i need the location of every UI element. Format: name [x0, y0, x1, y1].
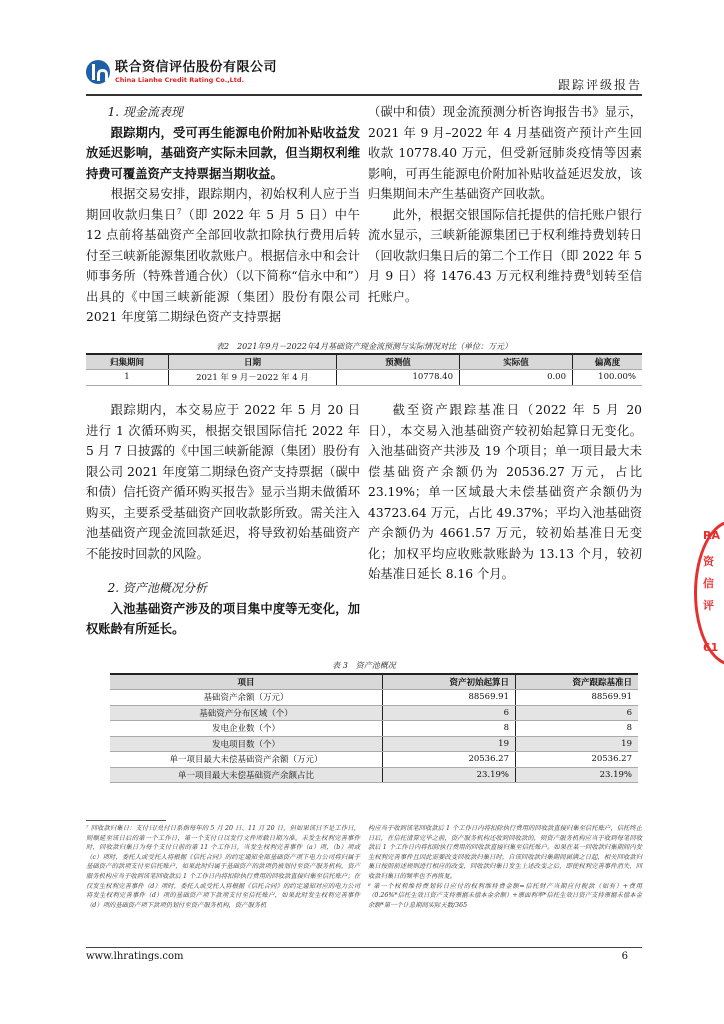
- footnote-7: ⁷ 回收款归集日：支付日/兑付日系指每年的 5 月 20 日、11 月 20 日，但如果该日不是工作日，则顺延至该日后的第一个工作日，第一个支付日以发行文件所载日期为准。未发生权利完善事件时，回收款归集日为每个支付日前的第 11 个工作日，当发生权利完善事件（a）项、（b）项或（c）项时，委托人或受托人将根据《信托合同》的约定通知全部基础资产项下电力公司将归属于基础资产的款项支付至信托账户，如果此时归属于基础资产的款项仍被划付至资产服务机构，资产服务机构应当于收到该笔回收款后 1 个工作日内将扣除执行费用的回收款直接归集至信托账户；在仅发生权利完善事件（d）项时，委托人或受托人将根据《信托合同》的约定通知对应的电力公司将发生权利完善事件（d）项的基础资产项下款项支付至信托账户，如果此时发生权利完善事件（d）项的基础资产项下款项仍划付至资产服务机构，资产服务机: [86, 825, 360, 909]
- section-1-title: 1. 现金流表现: [107, 105, 183, 119]
- paragraph: 跟踪期内，本交易应于 2022 年 5 月 20 日进行 1 次循环购买，根据交银国际信托 2022 年 5 月 7 日披露的《中国三峡新能源（集团）股份有限公司 2021 年度第二期绿色资产支持票据（碳中和债）信托资产循环购买报告》显示当期未做循环购买，主要系受基础资产回收款影所致。需关注入池基础资产现金流回款延迟，将导致初始基础资产不能按时回款的风险。: [86, 403, 360, 561]
- table-3-caption: 表 3 资产池概况: [332, 661, 396, 670]
- column-header: 资产初始起算日: [383, 674, 516, 690]
- footnote-ref-7[interactable]: 7: [176, 207, 182, 216]
- column-header: 归集期间: [86, 354, 169, 370]
- footnote-7-continued: 构应当于收到该笔回收款后 1 个工作日内将扣除执行费用的回收款直接归集至信托账户，信托终止日后，在信托清算完毕之前，资产服务机构还收到回收款的，则资产服务机构应当于收到每笔回收款后 1 个工作日内将扣除执行费用的回收款直接归集至信托账户。如果在某一回收款归集期间内发生权利完善事件且因此需要改变回收款归集日时，自该回收款归集期间届满之日起，相关回收款归集日按照前述规则进行相应的改变，回收款归集日发生上述改变之后，即使权利完善事件消失，回收款归集日的频率也不再恢复。 ⁸ 第一个权利维持费划转日应付的权利维持费金额=信托财产当期应付税款（如有）+费用（0.26%*信托生效日资产支持票据未偿本金余额）+票面利率*信托生效日资产支持票据未偿本金余额*第一个计息期间实际天数/365: [368, 825, 642, 909]
- company-name-cn: 联合资信评估股份有限公司: [115, 59, 278, 75]
- footer-divider: [86, 947, 642, 948]
- right-column-mid: [368, 400, 642, 585]
- section-2-summary: 入池基础资产涉及的项目集中度等无变化，加权账龄有所延长。: [86, 601, 360, 636]
- footnote-divider: [86, 820, 166, 821]
- column-header: 资产跟踪基准日: [516, 674, 639, 690]
- column-header: 日期: [169, 354, 337, 370]
- section-1-summary: 跟踪期内，受可再生能源电价附加补贴收益发放延迟影响，基础资产实际未回款，但当期权利维持费可覆盖资产支持票据当期收益。: [86, 125, 360, 181]
- table-row: 发电企业数（个） 8 8: [110, 721, 638, 737]
- column-header: 项目: [110, 674, 383, 690]
- right-column-top: [368, 102, 642, 307]
- table-row: 基础资产分布区域（个） 6 6: [110, 705, 638, 721]
- table-row: 发电项目数（个） 19 19: [110, 736, 638, 752]
- paragraph: （碳中和债）现金流预测分析咨询报告书》显示，2021 年 9 月–2022 年 4 月基础资产预计产生回收款 10778.40 万元，但受新冠肺炎疫情等因素影响，可再生能源电价附加补贴收益延迟发放，该归集期间未产生基础资产回收款。: [368, 105, 642, 201]
- column-header: 实际值: [460, 354, 573, 370]
- paragraph: 截至资产跟踪基准日（2022 年 5 月 20 日），本交易入池基础资产较初始起算日无变化。入池基础资产共涉及 19 个项目；单一项目最大未偿基础资产余额仍为 20536.27 万元，占比 23.19%；单一区域最大未偿基础资产余额仍为 43723.64 万元，占比 49.37%；平均入池基础资产余额仍为 4661.57 万元，较初始基准日无变化；加权平均应收账款账龄为 13.13 个月，较初始基准日延长 8.16 个月。: [368, 403, 642, 581]
- paragraph: 此外，根据交银国际信托提供的信托账户银行流水显示，三峡新能源集团已于权利维持费划转日（回收款归集日后的第二个工作日（即 2022 年 5 月 9 日）将 1476.43 万元权利维持费$^8$划转至信托账户。: [368, 207, 642, 304]
- company-name-en: China Lianhe Credit Rating Co.,Ltd.: [115, 75, 245, 84]
- table-row: 1 2021 年 9 月－2022 年 4 月 10778.40 0.00 100.00%: [86, 370, 642, 386]
- table-row: 单一项目最大未偿基础资产余额（万元） 20536.27 20536.27: [110, 752, 638, 768]
- page-header: [86, 58, 642, 94]
- lianhe-logo-icon: [86, 60, 110, 84]
- table-2-caption: 表2 2021年9月－2022年4月基础资产现金流预测与实际情况对比（单位：万元）: [216, 342, 512, 351]
- column-header: 预测值: [337, 354, 460, 370]
- table-header-row: [110, 674, 638, 690]
- section-2-title: 2. 资产池概况分析: [107, 581, 207, 595]
- table-row: 单一项目最大未偿基础资产余额占比 23.19% 23.19%: [110, 767, 638, 783]
- table-header-row: [86, 354, 642, 370]
- table-2: [86, 353, 642, 386]
- left-column-mid: [86, 400, 360, 640]
- left-column-top: [86, 102, 360, 328]
- footnote-ref-8[interactable]: 8: [586, 268, 591, 277]
- table-3: [110, 673, 638, 783]
- column-header: 偏离度: [573, 354, 643, 370]
- footer-website-link[interactable]: www.lhratings.com: [86, 951, 184, 962]
- report-type: 跟踪评级报告: [557, 78, 642, 92]
- header-divider: [86, 94, 642, 96]
- table-row: 基础资产余额（万元） 88569.91 88569.91: [110, 690, 638, 706]
- company-logo: [86, 60, 277, 84]
- page-number: 6: [621, 951, 628, 962]
- footnote-8: ⁸ 第一个权利维持费划转日应付的权利维持费金额=信托财产当期应付税款（如有）+费用（0.26%*信托生效日资产支持票据未偿本金余额）+票面利率*信托生效日资产支持票据未偿本金余额*第一个计息期间实际天数/365: [368, 882, 642, 909]
- seal-stamp-icon: RA 资 信 评 61: [694, 520, 724, 666]
- paragraph: 根据交易安排，跟踪期内，初始权利人应于当期回收款归集日$^7$（即 2022 年 5 月 5 日）中午 12 点前将基础资产全部回收款扣除执行费用后转付至三峡新能源集团收款账户。根据信永中和会计师事务所（特殊普通合伙）（以下简称“信永中和”）出具的《中国三峡新能源（集团）股份有限公司 2021 年度第二期绿色资产支持票据: [86, 187, 360, 324]
